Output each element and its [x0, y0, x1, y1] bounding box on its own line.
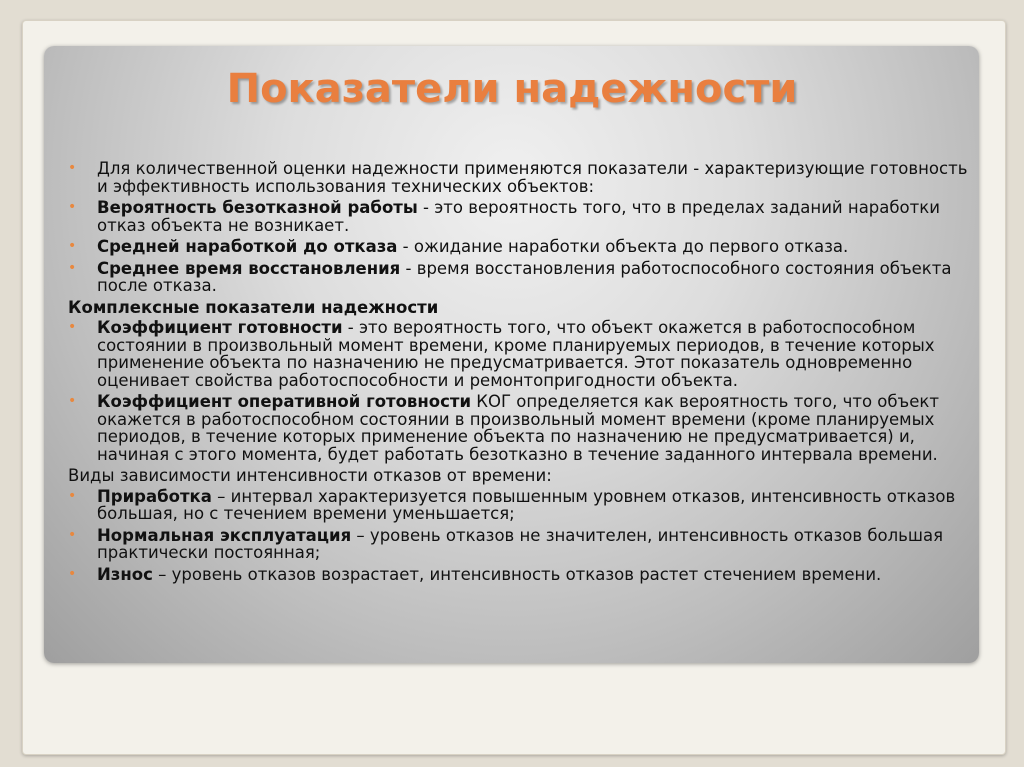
- complex-desc: КОГ определяется как вероятность того, что объект окажется в работоспособном состоянии в произвольный момент времени (кроме планируемых периодов, в течение которых применение объекта по назначению не предусматривается) и, начиная с этого момента, будет работать безотказно в течение заданного интервала времени.: [97, 392, 939, 464]
- bullet-icon: •: [68, 487, 77, 504]
- bullet-indicator: [68, 199, 968, 234]
- dependency-term: Нормальная эксплуатация: [97, 525, 352, 545]
- bullet-icon: •: [68, 160, 77, 176]
- indicator-desc: - это вероятность того, что в пределах заданий наработки отказ объекта не возникает.: [97, 198, 940, 235]
- slide-content: [68, 160, 968, 587]
- dependency-desc: – интервал характеризуется повышенным уровнем отказов, интенсивность отказов большая, но с течением времени уменьшается;: [97, 486, 956, 523]
- indicator-desc: - время восстановления работоспособного состояния объекта после отказа.: [97, 258, 952, 295]
- bullet-icon: •: [68, 199, 77, 215]
- bullet-indicator: [68, 260, 968, 295]
- bullet-icon: •: [68, 238, 77, 254]
- bullet-dependency: [68, 527, 968, 562]
- bullet-icon: •: [68, 259, 77, 276]
- bullet-intro: [68, 160, 968, 195]
- complex-desc: - это вероятность того, что объект окажется в работоспособном состоянии в произвольный момент времени, кроме планируемых периодов, в течение которых применение объекта по назначению не предусматривается. Этот показатель одновременно оценивает свойства работоспособности и ремонтопригодности объекта.: [97, 318, 935, 390]
- bullet-icon: •: [68, 319, 77, 335]
- dependency-heading: Виды зависимости интенсивности отказов от времени:: [68, 466, 552, 485]
- bullet-icon: •: [68, 526, 77, 543]
- bullet-icon: •: [68, 565, 77, 582]
- bullet-dependency: [68, 488, 968, 523]
- bullet-dependency: [68, 566, 968, 584]
- bullet-complex: [68, 319, 968, 389]
- slide-title: Показатели надежности: [226, 66, 798, 112]
- dependency-desc: – уровень отказов не значителен, интенсивность отказов большая практически постоянная;: [97, 525, 943, 562]
- bullet-icon: •: [68, 393, 77, 409]
- complex-term: Коэффициент готовности: [97, 318, 343, 337]
- indicator-term: Среднее время восстановления: [97, 258, 401, 278]
- dependency-term: Износ: [97, 564, 153, 584]
- bullet-complex: [68, 393, 968, 463]
- bullet-indicator: [68, 238, 968, 256]
- complex-heading: Комплексные показатели надежности: [68, 297, 439, 317]
- intro-text: Для количественной оценки надежности применяются показатели - характеризующие готовность и эффективность использования технических объектов:: [97, 159, 968, 196]
- indicator-term: Средней наработкой до отказа: [97, 237, 398, 256]
- dependency-desc: – уровень отказов возрастает, интенсивность отказов растет стечением времени.: [152, 564, 882, 584]
- indicator-term: Вероятность безотказной работы: [97, 198, 418, 217]
- indicator-desc: - ожидание наработки объекта до первого отказа.: [397, 237, 849, 256]
- complex-term: Коэффициент оперативной готовности: [97, 392, 472, 411]
- dependency-term: Приработка: [97, 486, 212, 506]
